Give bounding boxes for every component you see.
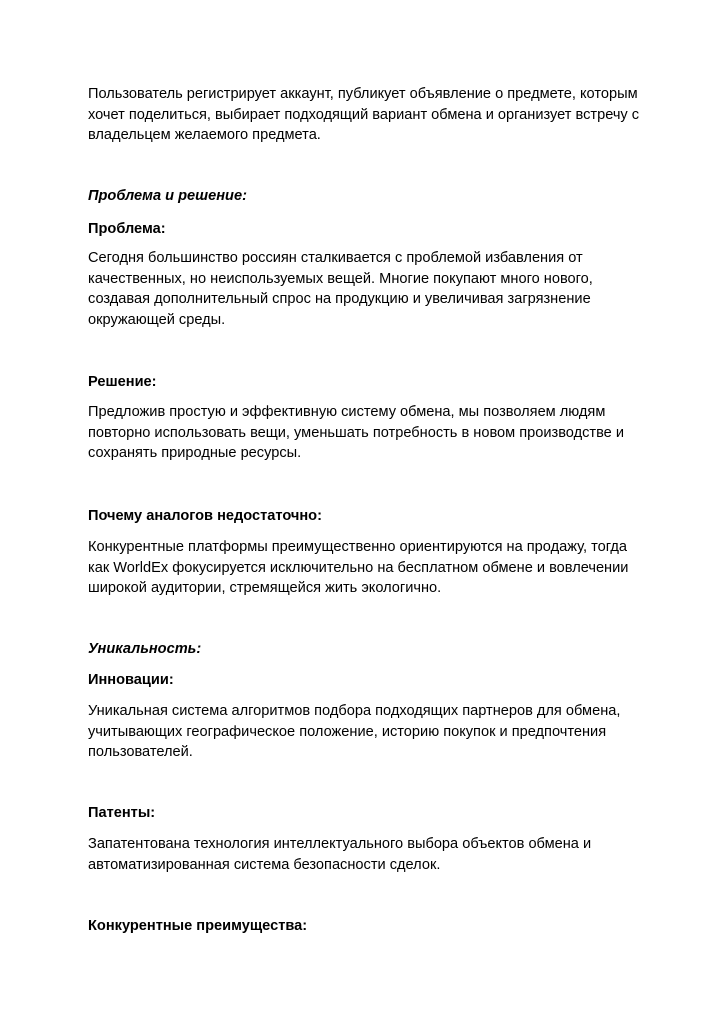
intro-paragraph: Пользователь регистрирует аккаунт, публикует объявление о предмете, которым хочет поделиться, выбирает подходящий вариант обмена и организует встречу с владельцем желаемого предмета. [88,86,640,143]
problem-paragraph: Сегодня большинство россиян сталкивается с проблемой избавления от качественных, но неиспользуемых вещей. Многие покупают много нового, создавая дополнительный спрос на продукцию и увеличивая загрязнение окружающей среды. [88,250,593,328]
section-title-uniqueness: Уникальность: [88,641,202,657]
analogs-heading: Почему аналогов недостаточно: [88,508,322,524]
section-title-problem-solution: Проблема и решение: [88,188,247,204]
advantages-heading: Конкурентные преимущества: [88,918,308,934]
solution-paragraph: Предложив простую и эффективную систему обмена, мы позволяем людям повторно использовать вещи, уменьшать потребность в новом производстве и сохранять природные ресурсы. [88,404,625,461]
patents-paragraph: Запатентована технология интеллектуального выбора объектов обмена и автоматизированная система безопасности сделок. [88,836,592,873]
solution-heading: Решение: [88,374,157,390]
innovations-paragraph: Уникальная система алгоритмов подбора подходящих партнеров для обмена, учитывающих географическое положение, историю покупок и предпочтения пользователей. [88,703,621,760]
patents-heading: Патенты: [88,805,156,821]
innovations-heading: Инновации: [88,672,174,688]
problem-heading: Проблема: [88,221,166,237]
analogs-paragraph: Конкурентные платформы преимущественно ориентируются на продажу, тогда как WorldEx фокусируется исключительно на бесплатном обмене и вовлечении широкой аудитории, стремящейся жить экологично. [88,539,629,596]
